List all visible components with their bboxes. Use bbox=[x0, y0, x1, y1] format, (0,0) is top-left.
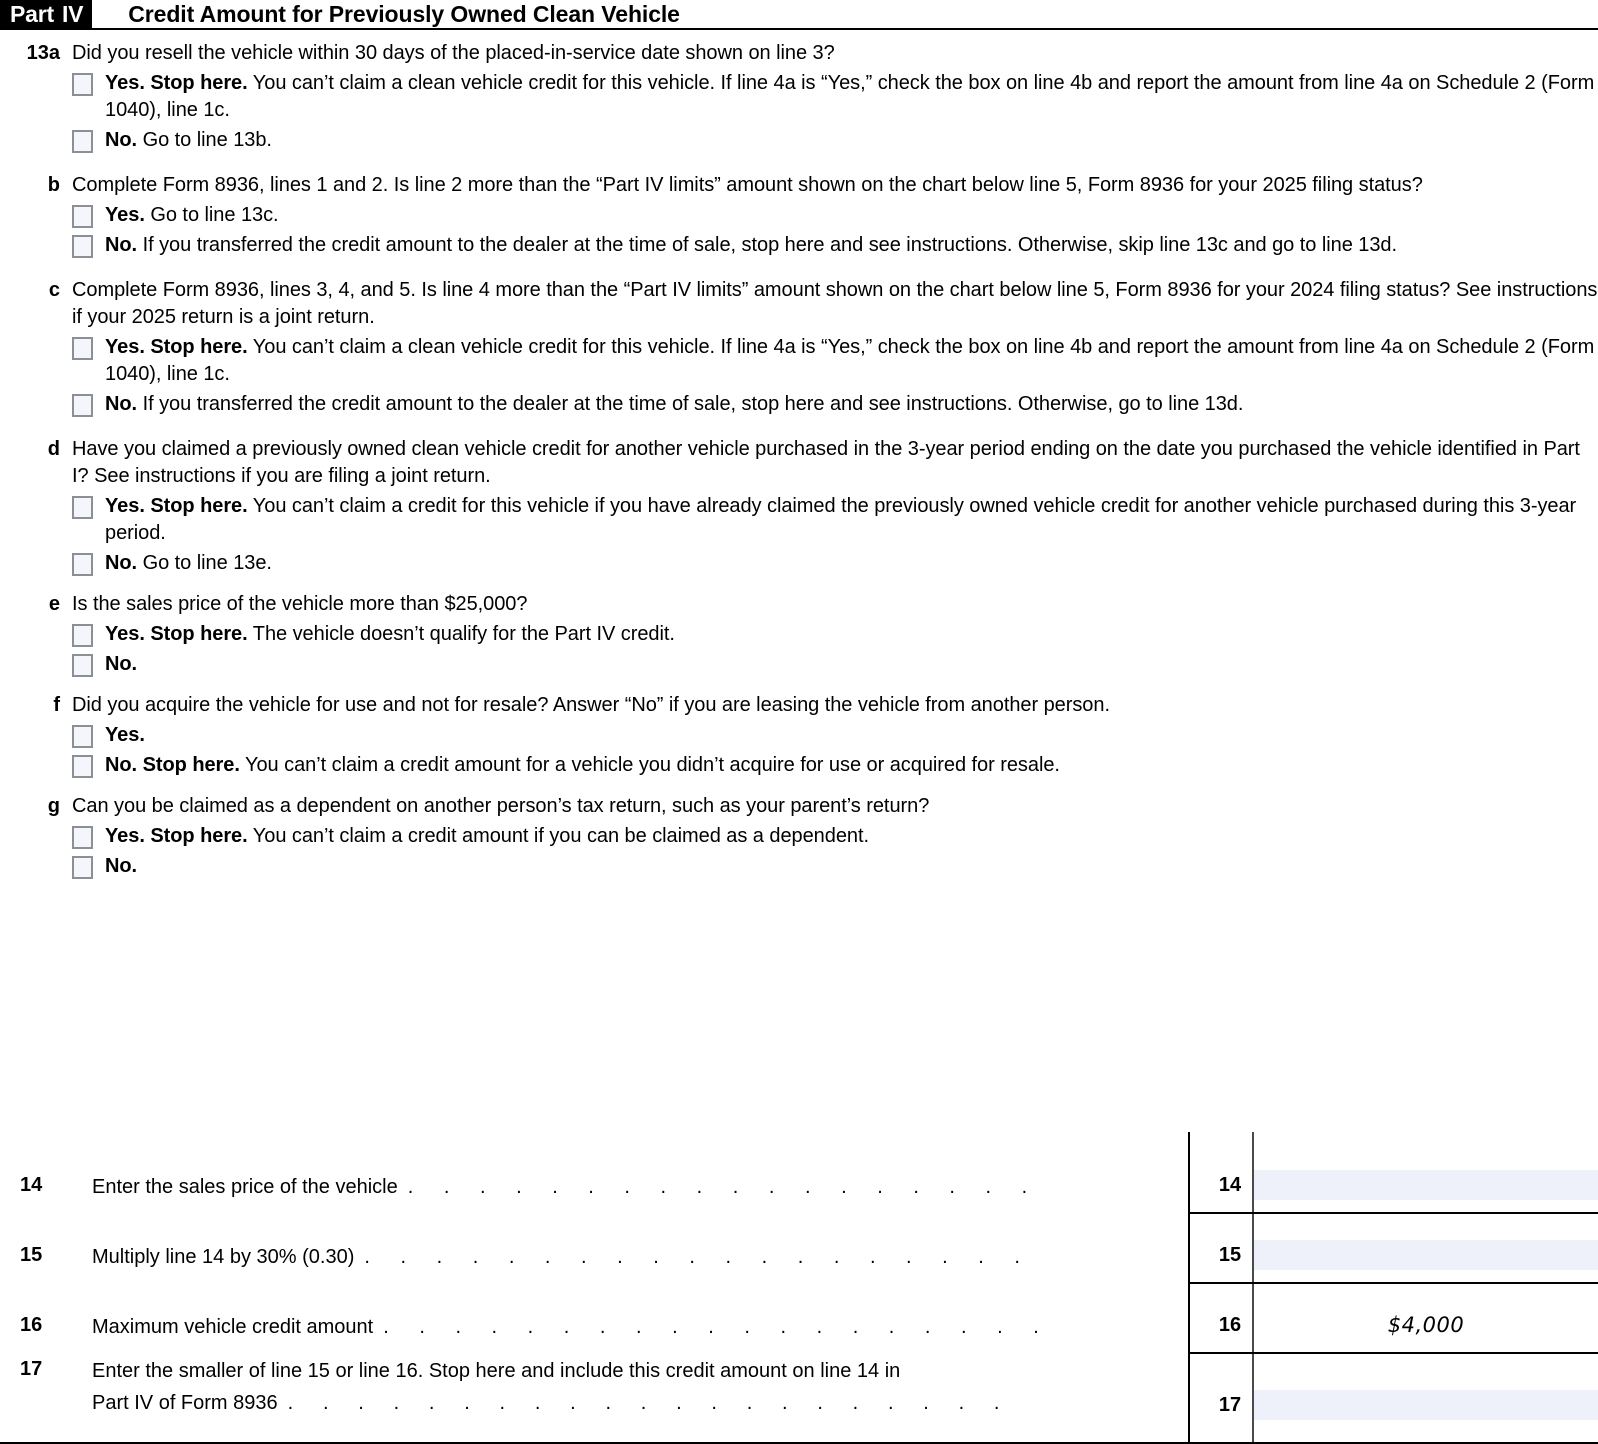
option-detail: You can’t claim a clean vehicle credit for this vehicle. If line 4a is “Yes,” check the box on line 4b and report the amount from line 4a on Schedule 2 (Form 1040), line 1c. bbox=[105, 336, 1595, 385]
line-17-number: 17 bbox=[20, 1358, 43, 1380]
option-emphasis: Yes. bbox=[105, 204, 145, 226]
question-b-number: b bbox=[47, 174, 60, 196]
line-15-label: Multiply line 14 by 30% (0.30) bbox=[92, 1246, 355, 1268]
question-e-number: e bbox=[48, 593, 60, 615]
question-f-body bbox=[72, 692, 1598, 779]
part-label: Part bbox=[10, 1, 54, 27]
line-16-value-field bbox=[1254, 1310, 1598, 1340]
line-16-box-number: 16 bbox=[1218, 1314, 1242, 1336]
checkbox-b-no[interactable] bbox=[72, 235, 93, 258]
checkbox-e-yes[interactable] bbox=[72, 624, 93, 647]
question-b-text: Complete Form 8936, lines 1 and 2. Is line 2 more than the “Part IV limits” amount shown on the chart below line 5, Form 8936 for your 2025 filing status? bbox=[72, 174, 1423, 196]
part-number: IV bbox=[61, 1, 84, 27]
question-d-number: d bbox=[47, 438, 60, 460]
question-c-option-no-text bbox=[105, 391, 1598, 418]
part-title: Credit Amount for Previously Owned Clean Vehicle bbox=[128, 1, 680, 27]
question-g-option-yes-text bbox=[105, 823, 1598, 850]
line-17-value-field[interactable] bbox=[1254, 1390, 1598, 1420]
option-detail: You can’t claim a clean vehicle credit for this vehicle. If line 4a is “Yes,” check the box on line 4b and report the amount from line 4a on Schedule 2 (Form 1040), line 1c. bbox=[105, 72, 1595, 121]
option-emphasis: Yes. Stop here. bbox=[105, 72, 248, 94]
question-d-option-yes[interactable] bbox=[72, 493, 1598, 547]
line-14-text bbox=[92, 1174, 1040, 1201]
question-c-text: Complete Form 8936, lines 3, 4, and 5. Is line 4 more than the “Part IV limits” amount shown on the chart below line 5, Form 8936 for your 2024 filing status? See instructions if your 2025 return is a joint return. bbox=[72, 279, 1598, 328]
question-13a-option-yes[interactable] bbox=[72, 70, 1598, 124]
part-tag bbox=[0, 0, 92, 28]
option-detail: Go to line 13c. bbox=[144, 204, 279, 226]
option-detail: If you transferred the credit amount to the dealer at the time of sale, stop here and see instructions. Otherwise, skip line 13c and go to line 13d. bbox=[137, 234, 1398, 256]
option-emphasis: No. Stop here. bbox=[105, 754, 240, 776]
question-gap bbox=[0, 259, 1598, 277]
line-17-label2: Part IV of Form 8936 bbox=[92, 1392, 278, 1414]
part-header bbox=[0, 0, 1598, 30]
question-b-option-no[interactable] bbox=[72, 232, 1598, 259]
question-g-body bbox=[72, 793, 1598, 880]
question-e-option-no[interactable] bbox=[72, 651, 1598, 678]
question-g-option-no-text bbox=[105, 853, 1598, 880]
option-emphasis: Yes. bbox=[105, 724, 145, 746]
option-emphasis: No. bbox=[105, 653, 138, 675]
question-f-option-yes-text bbox=[105, 722, 1598, 749]
option-emphasis: No. bbox=[105, 234, 138, 256]
line-15-leader: . . . . . . . . . . . . . . . . . . . bbox=[364, 1246, 1033, 1268]
option-emphasis: No. bbox=[105, 552, 138, 574]
question-e-option-yes-text bbox=[105, 621, 1598, 648]
question-gap bbox=[0, 154, 1598, 172]
question-b bbox=[0, 172, 1598, 259]
question-c-option-no[interactable] bbox=[72, 391, 1598, 418]
option-emphasis: No. bbox=[105, 855, 138, 877]
checkbox-c-no[interactable] bbox=[72, 394, 93, 417]
checkbox-g-no[interactable] bbox=[72, 856, 93, 879]
checkbox-d-no[interactable] bbox=[72, 553, 93, 576]
option-emphasis: No. bbox=[105, 393, 138, 415]
question-g-option-no[interactable] bbox=[72, 853, 1598, 880]
line-16-value: $4,000 bbox=[1387, 1313, 1465, 1337]
line-16-label: Maximum vehicle credit amount bbox=[92, 1316, 374, 1338]
checkbox-f-yes[interactable] bbox=[72, 725, 93, 748]
line-15-box-number: 15 bbox=[1218, 1244, 1242, 1266]
row-rule-14 bbox=[1188, 1212, 1598, 1214]
line-17-text: Enter the smaller of line 15 or line 16. Stop here and include this credit amount on line 14 in bbox=[92, 1360, 901, 1382]
question-d-body bbox=[72, 436, 1598, 577]
line-16-number: 16 bbox=[20, 1314, 43, 1336]
row-rule-15 bbox=[1188, 1282, 1598, 1284]
checkbox-b-yes[interactable] bbox=[72, 205, 93, 228]
line-15-number: 15 bbox=[20, 1244, 43, 1266]
question-13a-text: Did you resell the vehicle within 30 days of the placed-in-service date shown on line 3? bbox=[72, 42, 835, 64]
line-14-value-field[interactable] bbox=[1254, 1170, 1598, 1200]
question-e bbox=[0, 591, 1598, 678]
question-13a-option-no-text bbox=[105, 127, 1598, 154]
question-b-body bbox=[72, 172, 1598, 259]
line-14-number: 14 bbox=[20, 1174, 43, 1196]
line-14-label: Enter the sales price of the vehicle bbox=[92, 1176, 398, 1198]
option-emphasis: Yes. Stop here. bbox=[105, 825, 248, 847]
question-e-body bbox=[72, 591, 1598, 678]
question-13a-number: 13a bbox=[26, 42, 60, 64]
option-emphasis: Yes. Stop here. bbox=[105, 336, 248, 358]
option-detail: Go to line 13b. bbox=[137, 129, 272, 151]
option-emphasis: No. bbox=[105, 129, 138, 151]
question-b-option-yes-text bbox=[105, 202, 1598, 229]
question-gap bbox=[0, 678, 1598, 692]
question-g-number: g bbox=[47, 795, 60, 817]
line-17-text-continued bbox=[92, 1390, 1012, 1417]
question-g-text: Can you be claimed as a dependent on another person’s tax return, such as your parent’s return? bbox=[72, 795, 930, 817]
line-16-leader: . . . . . . . . . . . . . . . . . . . bbox=[383, 1316, 1052, 1338]
line-15-text bbox=[92, 1244, 1032, 1271]
question-f-option-yes[interactable] bbox=[72, 722, 1598, 749]
question-e-option-no-text bbox=[105, 651, 1598, 678]
option-detail: You can’t claim a credit amount for a vehicle you didn’t acquire for use or acquired for resale. bbox=[239, 754, 1060, 776]
line-14-box-number: 14 bbox=[1218, 1174, 1242, 1196]
question-e-text: Is the sales price of the vehicle more than $25,000? bbox=[72, 593, 528, 615]
question-b-option-no-text bbox=[105, 232, 1598, 259]
option-detail: If you transferred the credit amount to the dealer at the time of sale, stop here and see instructions. Otherwise, go to line 13d. bbox=[137, 393, 1244, 415]
option-detail: You can’t claim a credit for this vehicle if you have already claimed the previously owned vehicle credit for another vehicle purchased during this 3-year period. bbox=[105, 495, 1577, 544]
credit-computation-lines bbox=[0, 1126, 1598, 1444]
column-divider-left bbox=[1188, 1132, 1190, 1444]
checkbox-13a-yes[interactable] bbox=[72, 73, 93, 96]
question-gap bbox=[0, 779, 1598, 793]
question-g bbox=[0, 793, 1598, 880]
question-d bbox=[0, 436, 1598, 577]
question-d-option-no[interactable] bbox=[72, 550, 1598, 577]
question-e-option-yes[interactable] bbox=[72, 621, 1598, 648]
question-f bbox=[0, 692, 1598, 779]
question-c-option-yes-text bbox=[105, 334, 1598, 388]
option-detail: You can’t claim a credit amount if you can be claimed as a dependent. bbox=[247, 825, 869, 847]
question-d-text: Have you claimed a previously owned clean vehicle credit for another vehicle purchased in the 3-year period ending on the date you purchased the vehicle identified in Part I? See instructions if you are filing a joint return. bbox=[72, 438, 1580, 487]
questions-list bbox=[0, 30, 1598, 880]
question-g-option-yes[interactable] bbox=[72, 823, 1598, 850]
option-detail: The vehicle doesn’t qualify for the Part IV credit. bbox=[247, 623, 675, 645]
question-f-option-no[interactable] bbox=[72, 752, 1598, 779]
question-f-option-no-text bbox=[105, 752, 1598, 779]
question-gap bbox=[0, 418, 1598, 436]
option-emphasis: Yes. Stop here. bbox=[105, 495, 248, 517]
checkbox-e-no[interactable] bbox=[72, 654, 93, 677]
checkbox-d-yes[interactable] bbox=[72, 496, 93, 519]
checkbox-c-yes[interactable] bbox=[72, 337, 93, 360]
question-13a-option-no[interactable] bbox=[72, 127, 1598, 154]
question-c-body bbox=[72, 277, 1598, 418]
question-c bbox=[0, 277, 1598, 418]
option-emphasis: Yes. Stop here. bbox=[105, 623, 248, 645]
question-gap bbox=[0, 577, 1598, 591]
line-14-leader: . . . . . . . . . . . . . . . . . . bbox=[407, 1176, 1040, 1198]
question-13a-option-yes-text bbox=[105, 70, 1598, 124]
line-17-leader: . . . . . . . . . . . . . . . . . . . . . bbox=[287, 1392, 1012, 1414]
checkbox-13a-no[interactable] bbox=[72, 130, 93, 153]
question-f-number: f bbox=[53, 694, 60, 716]
option-detail: Go to line 13e. bbox=[137, 552, 272, 574]
question-d-option-no-text bbox=[105, 550, 1598, 577]
line-16-text bbox=[92, 1314, 1051, 1341]
checkbox-g-yes[interactable] bbox=[72, 826, 93, 849]
question-f-text: Did you acquire the vehicle for use and not for resale? Answer “No” if you are leasing the vehicle from another person. bbox=[72, 694, 1110, 716]
question-13a-body bbox=[72, 40, 1598, 154]
question-13a bbox=[0, 40, 1598, 154]
line-15-value-field[interactable] bbox=[1254, 1240, 1598, 1270]
row-rule-16 bbox=[1188, 1352, 1598, 1354]
line-17-box-number: 17 bbox=[1218, 1394, 1242, 1416]
checkbox-f-no[interactable] bbox=[72, 755, 93, 778]
question-c-option-yes[interactable] bbox=[72, 334, 1598, 388]
question-d-option-yes-text bbox=[105, 493, 1598, 547]
question-c-number: c bbox=[48, 279, 60, 301]
question-b-option-yes[interactable] bbox=[72, 202, 1598, 229]
